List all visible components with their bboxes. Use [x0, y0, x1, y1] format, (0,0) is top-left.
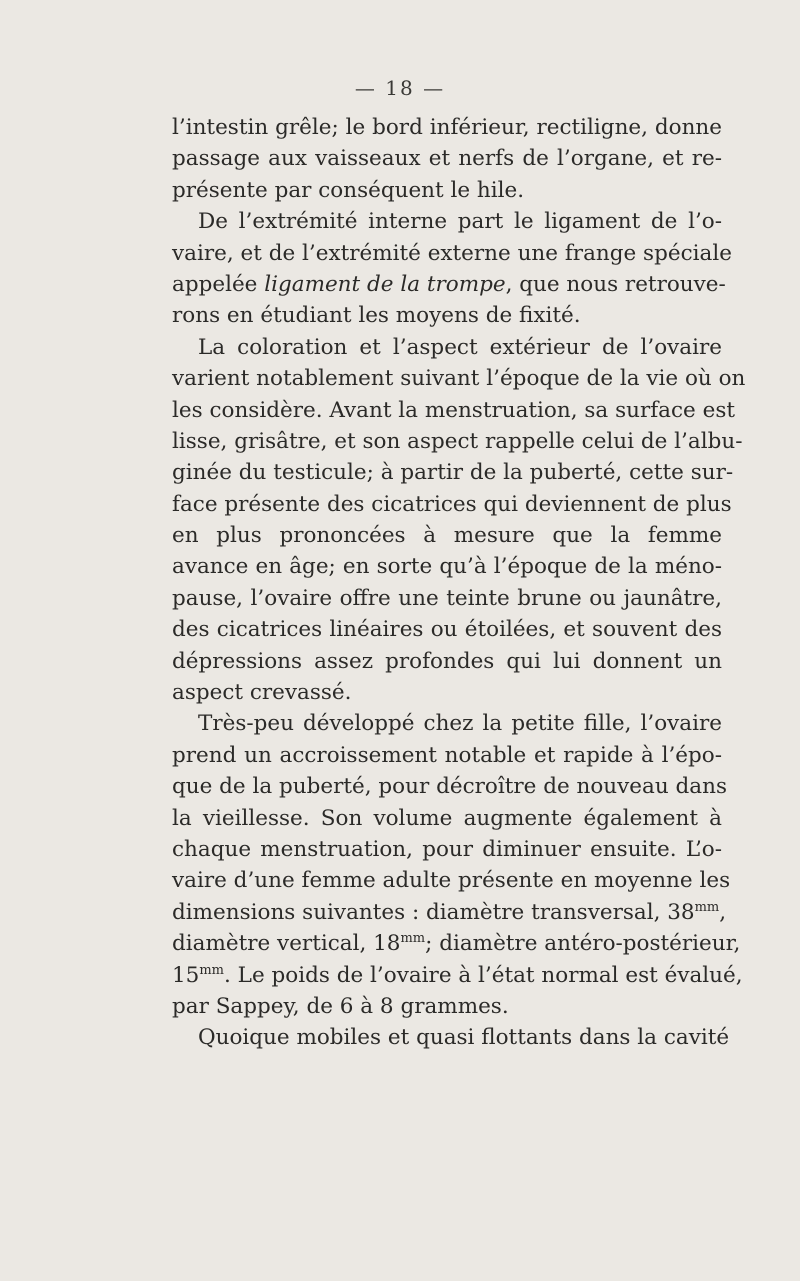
text-fragment: , — [719, 899, 727, 925]
text-line: aspect crevassé. — [172, 680, 352, 706]
text-line: rons en étudiant les moyens de fixité. — [172, 303, 581, 329]
text-line: Très-peu développé chez la petite fille, l’ovaire — [198, 711, 722, 737]
text-line: vaire d’une femme adulte présente en moyenne les — [172, 868, 731, 894]
text-line: que de la puberté, pour décroître de nouveau dans — [172, 774, 727, 800]
unit-superscript: mm — [694, 899, 720, 915]
text-line: De l’extrémité interne part le ligament de l’o- — [198, 209, 722, 235]
text-line: passage aux vaisseaux et nerfs de l’organe, et re- — [172, 146, 722, 172]
text-line — [172, 960, 743, 991]
text-line: par Sappey, de 6 à 8 grammes. — [172, 993, 509, 1019]
text-line: en plus prononcées à mesure que la femme — [172, 523, 722, 549]
body-text — [172, 112, 746, 1054]
text-line: dépressions assez profondes qui lui donnent un — [172, 648, 722, 674]
text-fragment: appelée — [172, 271, 265, 297]
text-fragment: 15 — [172, 962, 200, 988]
text-line: La coloration et l’aspect extérieur de l’ovaire — [198, 334, 722, 360]
text-fragment: , que nous retrouve- — [505, 271, 726, 297]
text-line: Quoique mobiles et quasi flottants dans la cavité — [198, 1025, 730, 1051]
unit-superscript: mm — [199, 962, 225, 978]
text-line: face présente des cicatrices qui deviennent de plus — [172, 491, 732, 517]
text-line — [172, 928, 741, 959]
text-line: lisse, grisâtre, et son aspect rappelle celui de l’albu- — [172, 428, 743, 454]
text-line: la vieillesse. Son volume augmente également à — [172, 805, 722, 831]
text-fragment: ; diamètre antéro-postérieur, — [425, 931, 741, 957]
text-line: prend un accroissement notable et rapide à l’épo- — [172, 742, 722, 768]
text-fragment: . Le poids de l’ovaire à l’état normal est évalué, — [224, 962, 743, 988]
text-line: les considère. Avant la menstruation, sa surface est — [172, 397, 735, 423]
text-line — [172, 269, 726, 300]
text-fragment: dimensions suivantes : diamètre transversal, 38 — [172, 899, 695, 925]
unit-superscript: mm — [400, 931, 426, 946]
page-number: — 18 — — [354, 76, 446, 100]
text-line: l’intestin grêle; le bord inférieur, rectiligne, donne — [172, 115, 722, 140]
text-line: avance en âge; en sorte qu’à l’époque de la méno- — [172, 554, 722, 580]
text-line: présente par conséquent le hile. — [172, 177, 525, 203]
italic-term: ligament de la trompe — [264, 271, 506, 297]
text-fragment: diamètre vertical, 18 — [172, 931, 401, 957]
text-line: pause, l’ovaire offre une teinte brune ou jaunâtre, — [172, 585, 722, 611]
text-line: varient notablement suivant l’époque de la vie où on — [172, 366, 746, 392]
text-line: des cicatrices linéaires ou étoilées, et souvent des — [172, 617, 722, 643]
text-line — [172, 897, 727, 928]
text-line: vaire, et de l’extrémité externe une frange spéciale — [172, 240, 732, 266]
text-line: ginée du testicule; à partir de la puberté, cette sur- — [172, 460, 734, 486]
text-line: chaque menstruation, pour diminuer ensuite. L’o- — [172, 836, 722, 862]
